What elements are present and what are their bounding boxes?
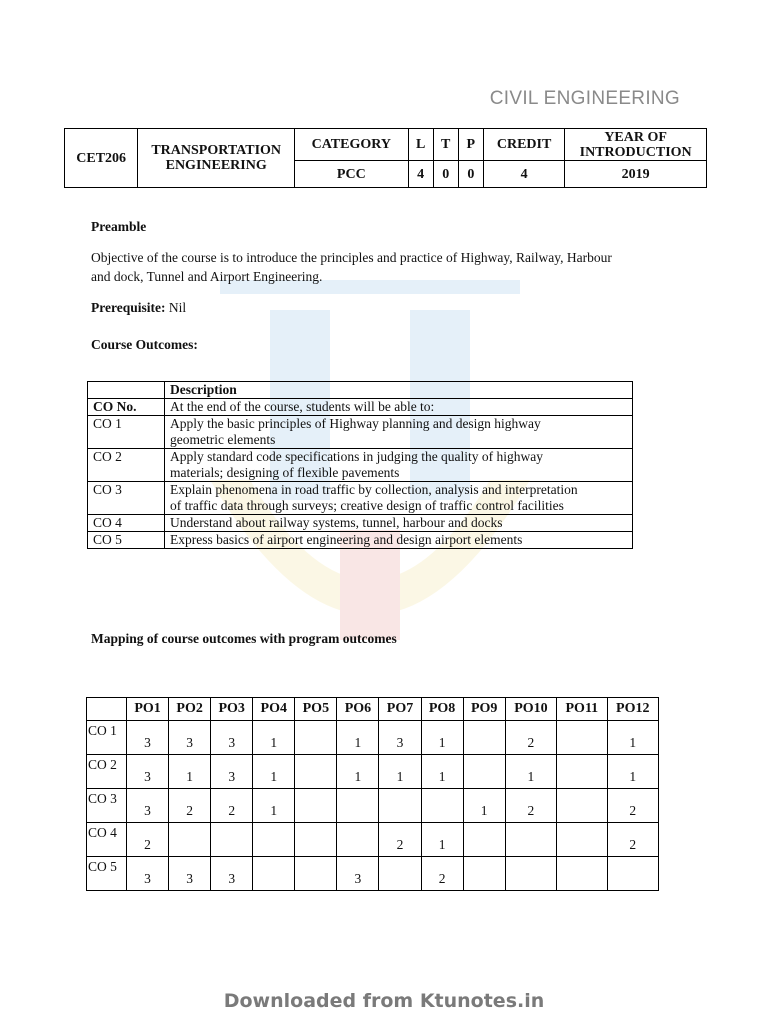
prerequisite-label: Prerequisite: [91, 300, 166, 315]
mapping-cell [295, 857, 337, 891]
table-row [87, 755, 659, 789]
mapping-cell: 2 [505, 789, 556, 823]
table-row [88, 482, 633, 515]
mapping-cell [607, 857, 658, 891]
co-row-label: CO 1 [87, 721, 127, 755]
co-description-line: Understand about railway systems, tunnel, harbour and docks [165, 515, 633, 532]
course-info-table [64, 128, 707, 188]
p-value: 0 [458, 161, 483, 188]
mapping-cell: 3 [211, 721, 253, 755]
table-row [88, 515, 633, 532]
co-description-line: of traffic data through surveys; creative design of traffic control facilities [170, 498, 564, 513]
co-row-label: CO 3 [87, 789, 127, 823]
mapping-cell: 3 [337, 857, 379, 891]
footer-download-note: Downloaded from Ktunotes.in [223, 990, 545, 1012]
mapping-cell [253, 857, 295, 891]
mapping-cell [379, 857, 421, 891]
co-description-line: Apply the basic principles of Highway planning and design highway [170, 416, 541, 431]
course-outcomes-table [87, 381, 633, 549]
mapping-cell: 1 [169, 755, 211, 789]
mapping-cell [337, 789, 379, 823]
mapping-cell: 3 [127, 789, 169, 823]
co-description-line: Apply standard code specifications in judging the quality of highway [170, 449, 544, 464]
mapping-cell [379, 789, 421, 823]
mapping-cell: 1 [253, 721, 295, 755]
mapping-cell: 1 [379, 755, 421, 789]
mapping-cell: 2 [421, 857, 463, 891]
table-row [88, 399, 633, 416]
l-value: 4 [408, 161, 433, 188]
mapping-cell [295, 755, 337, 789]
po-column-header: PO7 [379, 698, 421, 721]
prerequisite [91, 298, 186, 317]
po-column-header: PO8 [421, 698, 463, 721]
preamble-line-2: and dock, Tunnel and Airport Engineering. [91, 269, 323, 284]
po-column-header: PO4 [253, 698, 295, 721]
mapping-cell [169, 823, 211, 857]
mapping-cell: 1 [337, 721, 379, 755]
mapping-cell [557, 823, 607, 857]
preamble-heading: Preamble [91, 219, 147, 234]
table-row [88, 382, 633, 399]
mapping-cell [211, 823, 253, 857]
co-intro: At the end of the course, students will be able to: [165, 399, 633, 416]
mapping-cell: 3 [169, 857, 211, 891]
co-description-line: Explain phenomena in road traffic by collection, analysis and interpretation [170, 482, 578, 497]
mapping-cell [463, 857, 505, 891]
description-header: Description [165, 382, 633, 399]
mapping-cell: 2 [211, 789, 253, 823]
course-code: CET206 [65, 129, 138, 188]
po-column-header: PO10 [505, 698, 556, 721]
mapping-cell: 2 [505, 721, 556, 755]
mapping-cell: 2 [169, 789, 211, 823]
mapping-cell: 2 [379, 823, 421, 857]
mapping-cell: 1 [253, 755, 295, 789]
co-label: CO 3 [88, 482, 165, 515]
mapping-cell: 3 [211, 857, 253, 891]
co-label: CO 2 [88, 449, 165, 482]
co-description-line: materials; designing of flexible pavements [170, 465, 400, 480]
mapping-cell: 3 [379, 721, 421, 755]
preamble-text [91, 248, 691, 286]
preamble-line-1: Objective of the course is to introduce the principles and practice of Highway, Railway, Harbour [91, 250, 612, 265]
table-row [87, 857, 659, 891]
table-row [88, 416, 633, 449]
t-label: T [433, 129, 458, 161]
mapping-cell: 1 [421, 823, 463, 857]
mapping-cell: 1 [607, 721, 658, 755]
co-row-label: CO 4 [87, 823, 127, 857]
po-column-header: PO2 [169, 698, 211, 721]
po-column-header: PO5 [295, 698, 337, 721]
mapping-cell: 3 [211, 755, 253, 789]
mapping-cell: 3 [127, 857, 169, 891]
department-header: CIVIL ENGINEERING [489, 88, 680, 109]
prerequisite-value: Nil [165, 300, 187, 315]
year-value: 2019 [565, 161, 707, 188]
mapping-cell [295, 789, 337, 823]
mapping-cell [463, 755, 505, 789]
mapping-cell [463, 721, 505, 755]
mapping-cell [337, 823, 379, 857]
co-label: CO 5 [88, 532, 165, 549]
table-row [88, 449, 633, 482]
po-column-header: PO9 [463, 698, 505, 721]
year-label: YEAR OF INTRODUCTION [565, 129, 707, 161]
mapping-heading: Mapping of course outcomes with program outcomes [91, 631, 397, 646]
mapping-cell: 1 [607, 755, 658, 789]
co-no-header: CO No. [88, 399, 165, 416]
table-row [87, 823, 659, 857]
category-label: CATEGORY [295, 129, 409, 161]
mapping-cell: 2 [127, 823, 169, 857]
mapping-cell: 1 [505, 755, 556, 789]
mapping-cell [295, 721, 337, 755]
mapping-cell: 2 [607, 789, 658, 823]
co-row-label: CO 2 [87, 755, 127, 789]
co-po-mapping-table [86, 697, 659, 891]
table-row [88, 532, 633, 549]
t-value: 0 [433, 161, 458, 188]
mapping-cell: 1 [253, 789, 295, 823]
mapping-cell [505, 857, 556, 891]
credit-label: CREDIT [483, 129, 564, 161]
table-row [87, 789, 659, 823]
mapping-cell [557, 755, 607, 789]
po-column-header: PO1 [127, 698, 169, 721]
po-column-header: PO6 [337, 698, 379, 721]
course-title: TRANSPORTATION ENGINEERING [138, 129, 295, 188]
mapping-cell: 3 [127, 721, 169, 755]
co-label: CO 1 [88, 416, 165, 449]
credit-value: 4 [483, 161, 564, 188]
mapping-cell: 2 [607, 823, 658, 857]
co-description-line: Express basics of airport engineering and design airport elements [165, 532, 633, 549]
co-row-label: CO 5 [87, 857, 127, 891]
mapping-cell [421, 789, 463, 823]
mapping-cell: 1 [337, 755, 379, 789]
mapping-cell [253, 823, 295, 857]
mapping-cell: 1 [421, 721, 463, 755]
p-label: P [458, 129, 483, 161]
mapping-cell [557, 857, 607, 891]
po-column-header: PO11 [557, 698, 607, 721]
co-label: CO 4 [88, 515, 165, 532]
mapping-cell [505, 823, 556, 857]
po-column-header: PO3 [211, 698, 253, 721]
mapping-cell: 1 [463, 789, 505, 823]
mapping-cell [463, 823, 505, 857]
mapping-cell [557, 721, 607, 755]
mapping-cell: 3 [127, 755, 169, 789]
table-row [87, 721, 659, 755]
category-value: PCC [295, 161, 409, 188]
mapping-cell: 1 [421, 755, 463, 789]
po-column-header: PO12 [607, 698, 658, 721]
mapping-cell [295, 823, 337, 857]
mapping-cell [557, 789, 607, 823]
course-outcomes-heading: Course Outcomes: [91, 337, 198, 352]
co-description-line: geometric elements [170, 432, 276, 447]
mapping-cell: 3 [169, 721, 211, 755]
l-label: L [408, 129, 433, 161]
